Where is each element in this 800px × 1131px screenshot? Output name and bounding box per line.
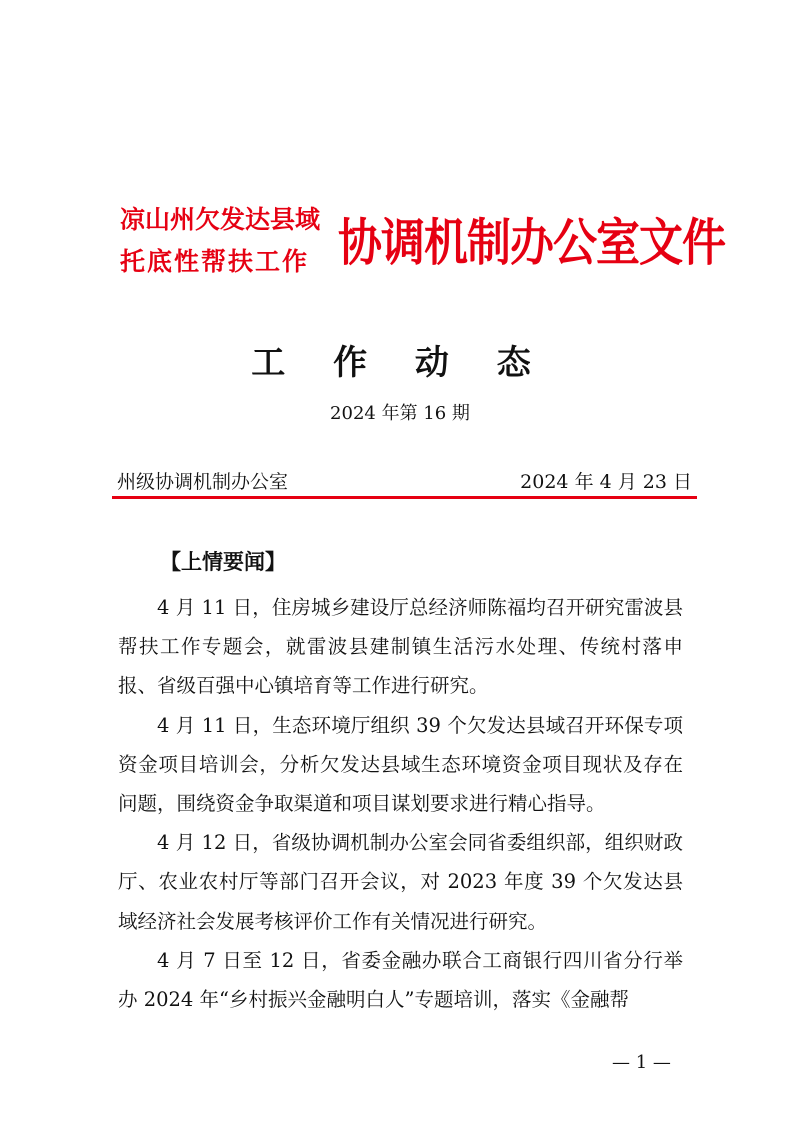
paragraph: 4 月 12 日，省级协调机制办公室会同省委组织部，组织财政厅、农业农村厅等部门召开会议，对 2023 年度 39 个欠发达县域经济社会发展考核评价工作有关情况进行研究。 — [118, 831, 683, 933]
section-heading: 【上情要闻】 — [160, 550, 286, 574]
issuing-office: 州级协调机制办公室 — [117, 471, 289, 493]
issuer-name-stacked — [120, 200, 330, 284]
issuer-main-title: 协调机制办公室文件 — [338, 214, 725, 273]
issuer-line-2: 托底性帮扶工作 — [120, 247, 310, 276]
paragraph: 4 月 11 日，生态环境厅组织 39 个欠发达县域召开环保专项资金项目培训会，分析欠发达县域生态环境资金项目现状及存在问题，围绕资金争取渠道和项目谋划要求进行精心指导。 — [118, 713, 683, 816]
page-number: — 1 — — [612, 1052, 671, 1073]
paragraph: 4 月 11 日，住房城乡建设厅总经济师陈福均召开研究雷波县帮扶工作专题会，就雷波县建制镇生活污水处理、传统村落申报、省级百强中心镇培育等工作进行研究。 — [118, 596, 683, 698]
issuer-line-1: 凉山州欠发达县域 — [120, 205, 321, 234]
body-text — [118, 588, 683, 1019]
document-header — [120, 200, 725, 290]
document-title: 工 作 动 态 — [251, 343, 549, 383]
paragraph: 4 月 7 日至 12 日，省委金融办联合工商银行四川省分行举办 2024 年“乡村振兴金融明白人”专题培训，落实《金融帮 — [118, 948, 683, 1012]
meta-row — [117, 468, 692, 496]
issue-date: 2024 年 4 月 23 日 — [520, 471, 692, 493]
red-divider — [112, 496, 697, 499]
issue-number: 2024 年第 16 期 — [330, 403, 470, 424]
